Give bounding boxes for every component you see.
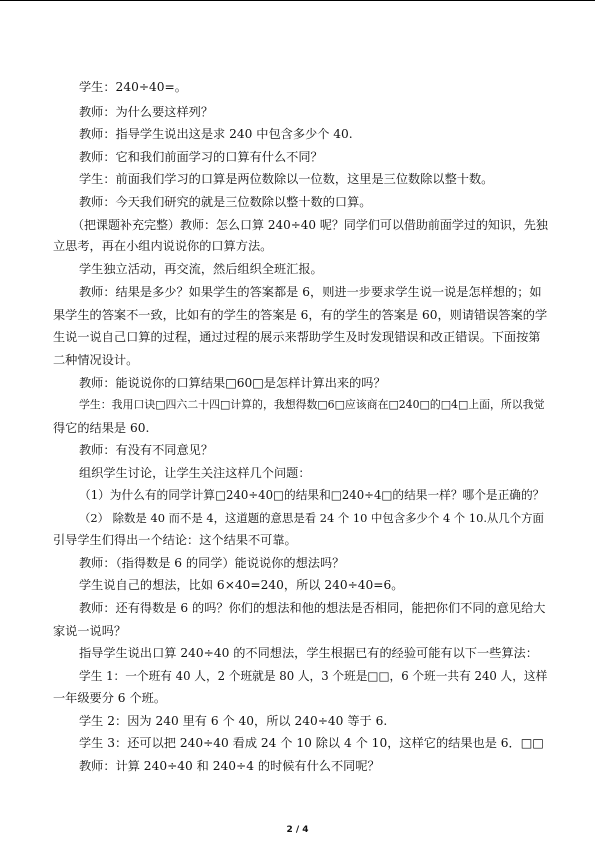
text-line: 教师：计算 240÷40 和 240÷4 的时候有什么不同呢？ [79, 759, 380, 773]
text-line: 一年级要分 6 个班。 [53, 691, 167, 705]
text-line: 教师：结果是多少？如果学生的答案都是 6，则进一步要求学生说一说是怎样想的；如 [79, 285, 542, 299]
text-line: 教师：今天我们研究的就是三位数除以整十数的口算。 [79, 195, 372, 209]
text-line: 教师：为什么要这样列？ [79, 105, 214, 119]
text-line: （1）为什么有的同学计算□240÷40□的结果和□240÷4□的结果一样？哪个是正确的？ [79, 488, 545, 502]
text-line: 家说一说吗？ [53, 624, 127, 638]
text-line: 教师：它和我们前面学习的口算有什么不同？ [79, 150, 323, 164]
text-line: 学生：240÷40=。 [79, 80, 187, 94]
text-line: 学生 2：因为 240 里有 6 个 40，所以 240÷40 等于 6. [79, 714, 388, 728]
text-line: 学生：前面我们学习的口算是两位数除以一位数，这里是三位数除以整十数。 [79, 172, 494, 186]
text-line: 组织学生讨论，让学生关注这样几个问题： [79, 466, 311, 480]
text-line: 学生独立活动，再交流，然后组织全班汇报。 [79, 262, 323, 276]
page-number: 2 / 4 [286, 825, 309, 835]
text-line: 引导学生们得出一个结论：这个结果不可靠。 [53, 533, 297, 547]
text-line: 教师：有没有不同意见？ [79, 443, 214, 457]
text-line: 指导学生说出口算 240÷40 的不同想法，学生根据已有的经验可能有以下一些算法： [79, 646, 538, 660]
text-line: 教师：指导学生说出这是求 240 中包含多少个 40. [79, 127, 353, 141]
text-line: 学生 1：一个班有 40 人，2 个班就是 80 人，3 个班是□□，6 个班一共有 240 人，这样 [79, 669, 548, 683]
text-line: 生说一说自己口算的过程，通过过程的展示来帮助学生及时发现错误和改正错误。下面按第 [53, 330, 541, 344]
text-line: 学生：我用口诀□四六二十四□计算的，我想得数□6□应该商在□240□的□4□上面，所以我觉 [79, 398, 545, 411]
text-line: （把课题补充完整）教师：怎么口算 240÷40 呢？同学们可以借助前面学过的知识，先独 [72, 218, 548, 232]
text-line: 果学生的答案不一致，比如有的学生的答案是 6，有的学生的答案是 60，则请错误答案的学 [53, 308, 548, 322]
text-line: 学生 3：还可以把 240÷40 看成 24 个 10 除以 4 个 10，这样它的结果也是 6．□□ [79, 736, 544, 750]
text-line: 得它的结果是 60. [53, 421, 150, 435]
text-line: 立思考，再在小组内说说你的口算方法。 [53, 239, 273, 253]
text-line: 教师：还有得数是 6 的吗？你们的想法和他的想法是否相同，能把你们不同的意见给大 [79, 601, 546, 615]
text-line: 学生说自己的想法，比如 6×40=240，所以 240÷40=6。 [79, 578, 404, 592]
text-line: 二种情况设计。 [53, 353, 139, 367]
text-line: 教师：（指得数是 6 的同学）能说说你的想法吗？ [79, 556, 345, 570]
text-line: （2） 除数是 40 而不是 4，这道题的意思是看 24 个 10 中包含多少个 4 个 10.从几个方面 [79, 511, 544, 525]
text-line: 教师：能说说你的口算结果□60□是怎样计算出来的吗？ [79, 376, 386, 390]
